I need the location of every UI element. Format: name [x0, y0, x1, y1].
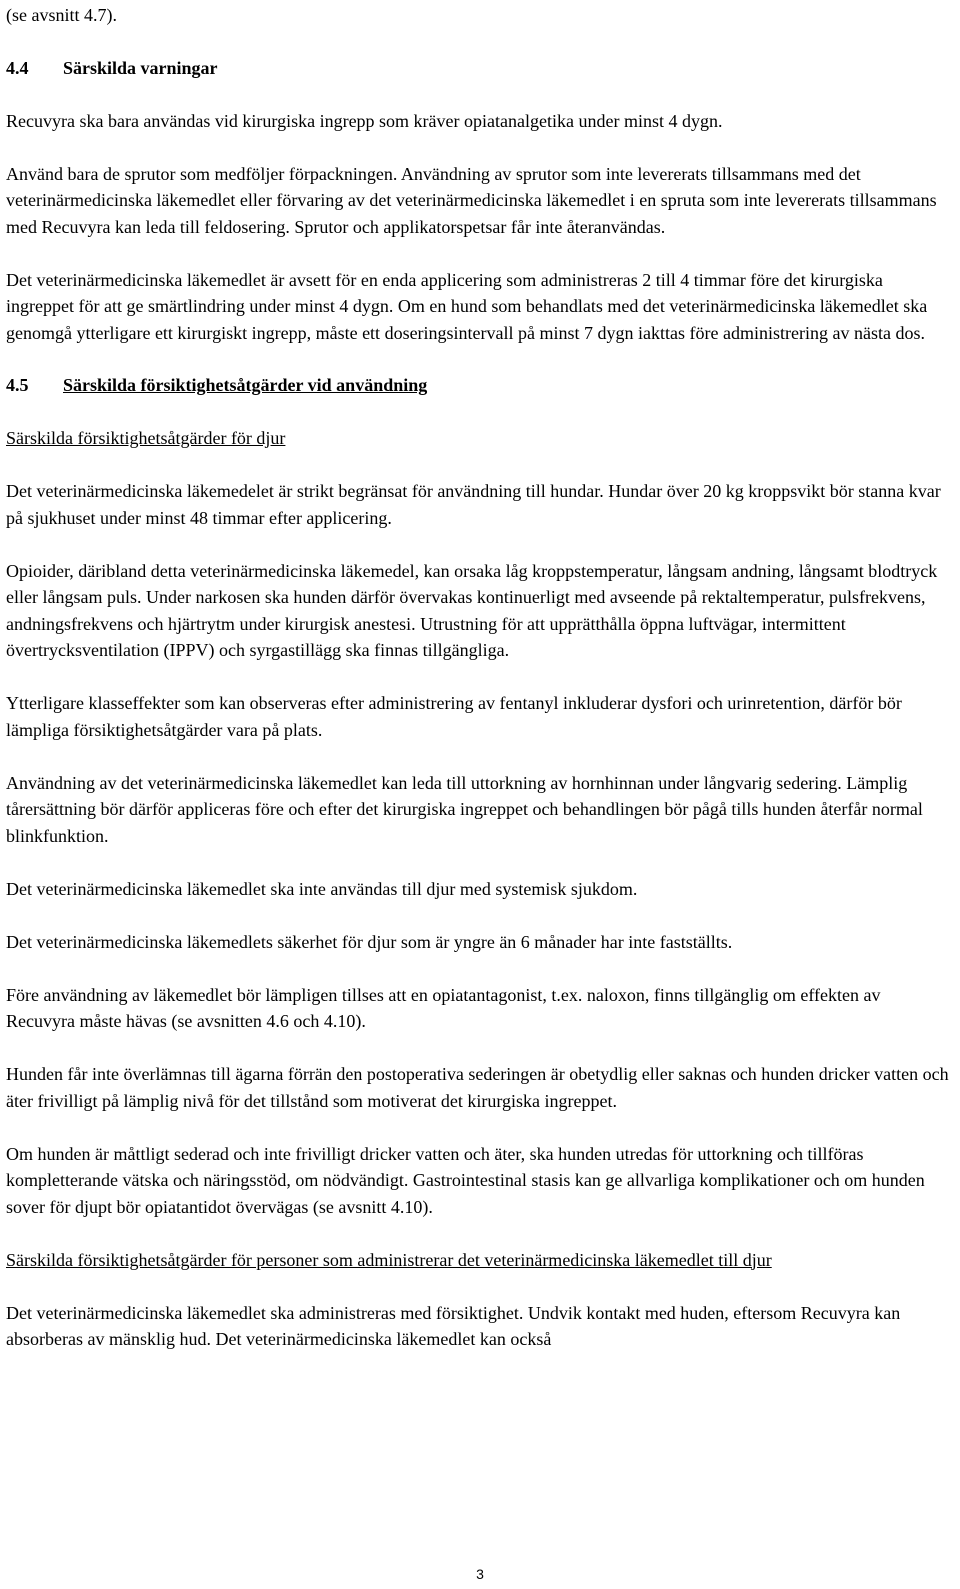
section-title: Särskilda varningar [63, 57, 218, 78]
paragraph: Det veterinärmedicinska läkemedelet är strikt begränsat för användning till hundar. Hundar över 20 kg kroppsvikt bör stanna kvar på sjukhuset under minst 48 timmar efter applicering. [6, 481, 941, 528]
paragraph: Recuvyra ska bara användas vid kirurgiska ingrepp som kräver opiatanalgetika under minst 4 dygn. [6, 110, 723, 131]
subheading-animals: Särskilda försiktighetsåtgärder för djur [6, 428, 286, 448]
section-number: 4.5 [6, 375, 29, 395]
paragraph: Hunden får inte överlämnas till ägarna förrän den postoperativa sederingen är obetydlig eller saknas och hunden dricker vatten och äter frivilligt på lämplig nivå för det tillstånd som motiverat det kirurgiska ingreppet. [6, 1064, 949, 1111]
paragraph: Det veterinärmedicinska läkemedlets säkerhet för djur som är yngre än 6 månader har inte fastställts. [6, 931, 733, 952]
document-page [6, 0, 952, 1353]
paragraph: Före användning av läkemedlet bör lämpligen tillses att en opiatantagonist, t.ex. naloxon, finns tillgänglig om effekten av Recuvyra måste hävas (se avsnitten 4.6 och 4.10). [6, 984, 881, 1031]
paragraph: Det veterinärmedicinska läkemedlet ska administreras med försiktighet. Undvik kontakt med huden, eftersom Recuvyra kan absorberas av mänsklig hud. Det veterinärmedicinska läkemedlet kan också [6, 1302, 901, 1349]
paragraph: Det veterinärmedicinska läkemedlet är avsett för en enda applicering som administreras 2 till 4 timmar före det kirurgiska ingreppet för att ge smärtlindring under minst 4 dygn. Om en hund som behandlats med det veterinärmedicinska läkemedlet ska genomgå ytterligare ett kirurgiskt ingrepp, måste ett doseringsintervall på minst 7 dygn iakttas före administrering av nästa dos. [6, 269, 928, 343]
page-number: 3 [476, 1566, 484, 1582]
paragraph: Opioider, däribland detta veterinärmedicinska läkemedel, kan orsaka låg kroppstemperatur, långsam andning, långsamt blodtryck eller långsam puls. Under narkosen ska hunden därför övervakas kontinuerligt med avseende på rektaltemperatur, pulsfrekvens, andningsfrekvens och hjärtrytm under kirurgisk anestesi. Utrustning för att upprätthålla öppna luftvägar, intermittent övertrycksventilation (IPPV) och syrgastillägg ska finnas tillgängliga. [6, 560, 938, 660]
section-title: Särskilda försiktighetsåtgärder vid användning [63, 375, 428, 395]
section-heading-4-5 [6, 372, 952, 399]
paragraph: Om hunden är måttligt sederad och inte frivilligt dricker vatten och äter, ska hunden utredas för uttorkning och tillföras kompletterande vätska och näringsstöd, om nödvändigt. Gastrointestinal stasis kan ge allvarliga komplikationer och om hunden sover för djupt bör opiatantidot övervägas (se avsnitt 4.10). [6, 1143, 925, 1217]
subheading-persons: Särskilda försiktighetsåtgärder för personer som administrerar det veterinärmedicinska läkemedlet till djur [6, 1249, 772, 1270]
continued-fragment: (se avsnitt 4.7). [6, 5, 117, 25]
paragraph: Använd bara de sprutor som medföljer förpackningen. Användning av sprutor som inte levererats tillsammans med det veterinärmedicinska läkemedlet eller förvaring av det veterinärmedicinska läkemedlet i en spruta som inte levererats tillsammans med Recuvyra kan leda till feldosering. Sprutor och applikatorspetsar får inte återanvändas. [6, 163, 937, 237]
section-number: 4.4 [6, 57, 29, 78]
paragraph: Ytterligare klasseffekter som kan observeras efter administrering av fentanyl inkluderar dysfori och urinretention, därför bör lämpliga försiktighetsåtgärder vara på plats. [6, 693, 902, 740]
paragraph: Det veterinärmedicinska läkemedlet ska inte användas till djur med systemisk sjukdom. [6, 878, 638, 899]
paragraph: Användning av det veterinärmedicinska läkemedlet kan leda till uttorkning av hornhinnan under långvarig sedering. Lämplig tårersättning bör därför appliceras före och efter det kirurgiska ingreppet och behandlingen bör pågå tills hunden återfår normal blinkfunktion. [6, 772, 923, 846]
section-heading-4-4 [6, 55, 952, 82]
